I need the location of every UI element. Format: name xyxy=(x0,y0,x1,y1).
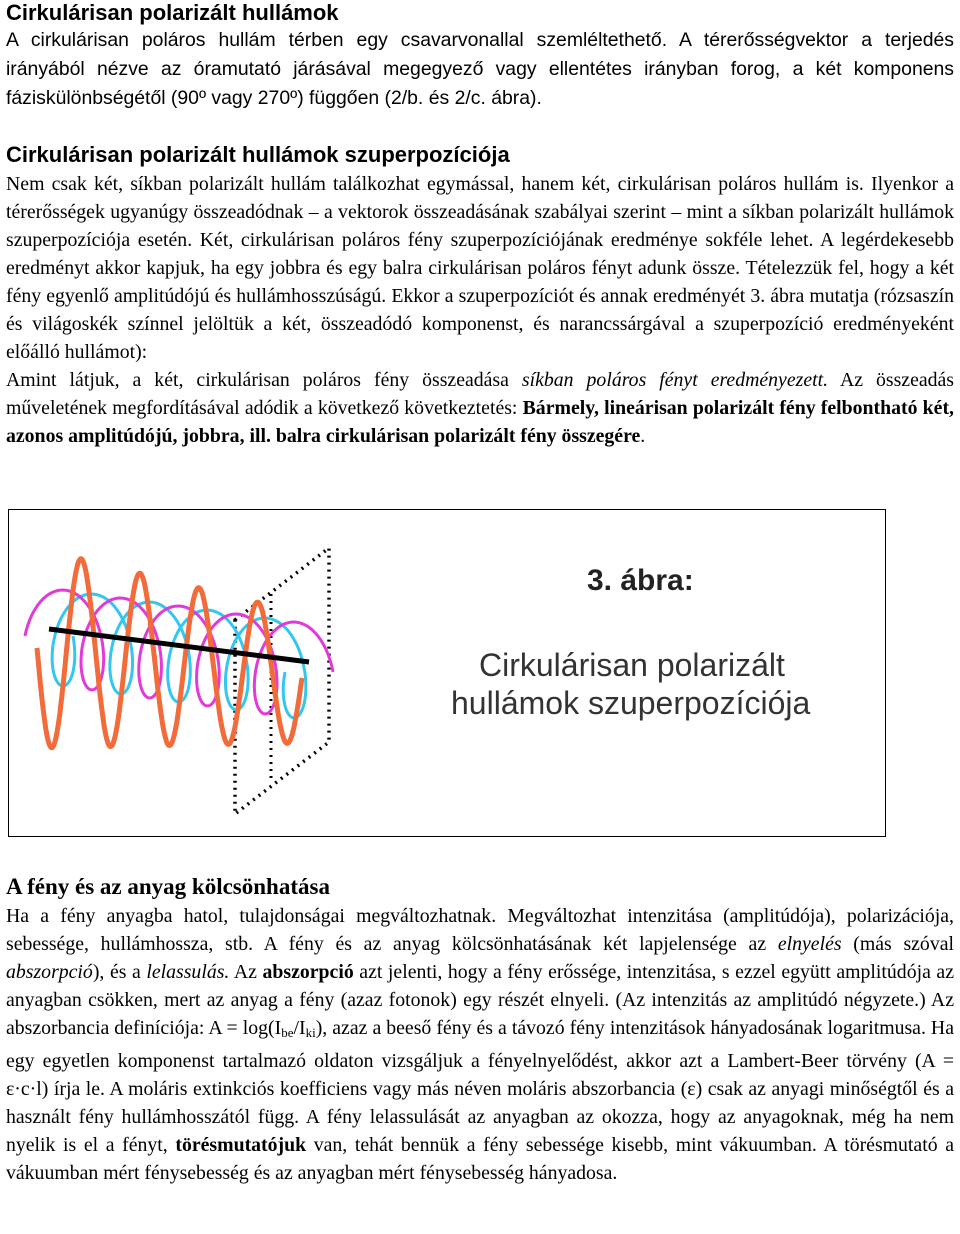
paragraph xyxy=(6,366,954,450)
text-run: Az xyxy=(229,961,263,983)
paragraph xyxy=(6,902,954,1187)
text-run: ), és a xyxy=(92,961,147,983)
term-italic: abszorpció xyxy=(6,961,93,983)
paragraph: Nem csak két, síkban polarizált hullám találkozhat egymással, hanem két, cirkulárisan poláros hullám is. Ilyenkor a térerősségek ugyanúgy összeadódnak – a vektorok összeadásának szabályai szerint – mint a síkban polarizált hullámok szuperpozíciója esetén. Két, cirkulárisan poláros fény szuperpozíciójának eredménye sokféle lehet. A legérdekesebb eredményt akkor kapjuk, ha egy jobbra és egy balra cirkulárisan poláros fényt adunk össze. Tételezzük fel, hogy a két fény egyenlő amplitúdójú és hullámhosszúságú. Ekkor a szuperpozíciót és annak eredményét 3. ábra mutatja (rózsaszín és világoskék színnel jelöltük a két, összeadódó komponenst, és narancssárgával a szuperpozíció eredményeként előálló hullámot): xyxy=(6,173,954,363)
text-run: Amint látjuk, a két, cirkulárisan poláros fény összeadása xyxy=(6,369,522,391)
text-run: azt jelenti, hogy a fény erőssége, intenzitása, s ezzel együtt amplitúdója az anyagban csökken, mert az anyag a fény (azaz fotonok) egy részét elnyeli. (Az intenzitás az amplitúdó négyzete.) Az abszorbancia definíciója: A = log(I xyxy=(6,961,954,1039)
paragraph: A cirkulárisan poláros hullám térben egy csavarvonallal szemléltethető. A térerősségvektor a terjedés irányából nézve az óramutató járásával megegyező vagy ellentétes irányban forog, a két komponens fáziskülönbségétől (90º vagy 270º) függően (2/b. és 2/c. ábra). xyxy=(6,29,954,109)
text-run: Az összeadás műveletének megfordításával adódik a következő következtetés: xyxy=(6,369,954,419)
term-bold: törésmutatójuk xyxy=(175,1134,307,1156)
section-title: A fény és az anyag kölcsönhatása xyxy=(6,874,330,899)
text-run: /I xyxy=(293,1017,306,1039)
text-run: . xyxy=(640,425,646,447)
figure-caption-line1: Cirkulárisan polarizált xyxy=(479,647,785,683)
emphasis-text: síkban poláros fényt eredményezett. xyxy=(521,369,829,391)
term-italic: lelassulás. xyxy=(146,961,230,983)
figure-3 xyxy=(8,509,886,837)
section-superposition xyxy=(6,142,954,450)
subscript: ki xyxy=(305,1025,316,1040)
text-run: van, tehát bennük a fény sebessége kisebb, mint vákuumban. A törésmutató a vákuumban mért fénysebesség és az anyagban mért fénysebesség hányadosa. xyxy=(6,1134,954,1184)
section-circular-polarization xyxy=(6,0,954,113)
subscript: be xyxy=(281,1025,294,1040)
section-light-matter-interaction xyxy=(6,874,954,1187)
section-title: Cirkulárisan polarizált hullámok szuperpozíciója xyxy=(6,142,510,167)
text-run: Ha a fény anyagba hatol, tulajdonságai megváltozhatnak. Megváltozhat intenzitása (amplitúdója), polarizációja, sebessége, hullámhossza, stb. A fény és az anyag kölcsönhatásának két lapjelensége az xyxy=(6,905,954,955)
wave-drawing xyxy=(25,548,333,814)
figure-label: 3. ábra: xyxy=(587,564,694,597)
key-statement: Bármely, lineárisan polarizált fény felbontható két, azonos amplitúdójú, jobbra, ill. balra cirkulárisan polarizált fény összegére xyxy=(6,397,954,447)
term-bold: abszorpció xyxy=(262,961,354,983)
term-italic: elnyelés xyxy=(777,933,842,955)
superposition-illustration xyxy=(9,510,885,836)
section-title: Cirkulárisan polarizált hullámok xyxy=(6,0,339,25)
text-run: (más szóval xyxy=(841,933,954,955)
figure-caption-line2: hullámok szuperpozíciója xyxy=(451,685,811,721)
text-run: ), azaz a beeső fény és a távozó fény intenzitások hányadosának logaritmusa. Ha egy egyetlen komponenst tartalmazó oldaton vizsgáljuk a fényelnyelődést, akkor azt a Lambert-Beer törvény (A = ε·c·l) írja le. A moláris extinkciós koefficiens vagy más néven moláris abszorbancia (ε) csak az anyagi minőségtől és a használt fény hullámhosszától függ. A fény lelassulását az anyagban az okozza, hogy az anyagoknak, még ha nem nyelik is el a fényt, xyxy=(6,1017,954,1156)
